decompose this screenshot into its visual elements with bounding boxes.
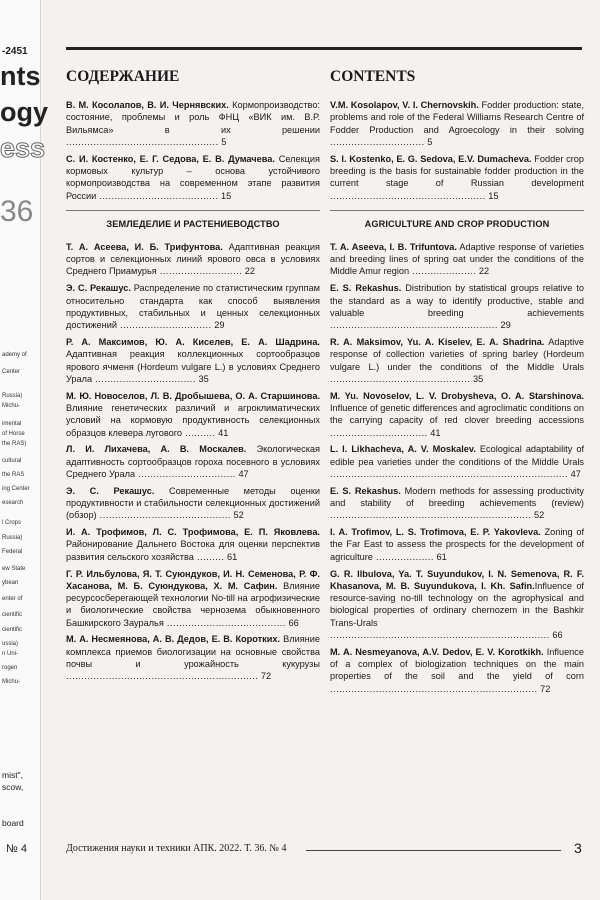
toc-entry-title: Распределение по статистическим группам относительно стандарта как способ выявления продуктивных, стабильных и ценных селекционных достижений xyxy=(66,283,320,331)
toc-entry[interactable] xyxy=(330,241,584,278)
toc-entry-page: 29 xyxy=(214,320,225,331)
strip-title-line: ogy xyxy=(0,97,49,127)
toc-entry-title: Modern methods for assessing productivity and stability of breeding achievements (review) xyxy=(330,485,584,509)
toc-entry-leader: .................................................................... xyxy=(330,683,538,694)
toc-entry-leader: ................................. xyxy=(92,373,196,384)
toc-entry-page: 35 xyxy=(472,373,484,384)
strip-small-line: ing Center xyxy=(2,486,30,492)
toc-entry-page: 52 xyxy=(534,510,545,521)
toc-entry-page: 72 xyxy=(540,683,551,694)
toc-entry[interactable] xyxy=(330,153,584,202)
toc-entry[interactable] xyxy=(330,646,584,695)
toc-entry-leader: .............................................................................. xyxy=(330,468,569,479)
toc-entry-leader: ........................... xyxy=(156,266,243,277)
strip-small-line: ademy of xyxy=(2,352,27,358)
toc-entry-authors: T. A. Aseeva, I. B. Trifuntova. xyxy=(330,241,457,252)
toc-entry[interactable] xyxy=(330,390,584,439)
toc-entry-authors: Т. А. Асеева, И. Б. Трифунтова. xyxy=(66,241,223,252)
toc-entry-page: 5 xyxy=(427,136,433,147)
strip-small-line: l Crops xyxy=(2,520,22,526)
page-number: 3 xyxy=(574,840,582,856)
section-heading-en: AGRICULTURE AND CROP PRODUCTION xyxy=(330,210,584,229)
toc-entry-page: 41 xyxy=(218,427,229,438)
strip-footer-line: board xyxy=(2,818,24,828)
toc-entry[interactable] xyxy=(330,282,584,331)
toc-entry-authors: С. И. Костенко, Е. Г. Седова, Е. В. Думачева. xyxy=(66,153,275,164)
strip-small-line: cientific xyxy=(2,612,23,618)
toc-entry-title: Влияние комплекса приемов биологизации на основные свойства почвы и урожайность кукурузы xyxy=(66,634,320,670)
toc-entry-authors: M. Yu. Novoselov, L. V. Drobysheva, O. A. Starshinova. xyxy=(330,390,584,401)
strip-small-line: rogen xyxy=(2,665,18,671)
toc-entry[interactable] xyxy=(66,282,320,331)
toc-entry[interactable] xyxy=(330,485,584,522)
strip-small-line: the RAS xyxy=(2,472,25,478)
toc-entry-authors: E. S. Rekashus. xyxy=(330,283,402,294)
footer-rule xyxy=(306,850,561,851)
toc-entry-page: 72 xyxy=(260,671,272,682)
toc-entry-leader: .................................................................. xyxy=(330,510,532,521)
strip-small-line: Center xyxy=(2,369,21,375)
toc-entry-page: 22 xyxy=(244,266,256,277)
toc-entry-page: 47 xyxy=(570,468,581,479)
toc-entry[interactable] xyxy=(66,99,320,148)
toc-entry[interactable] xyxy=(66,336,320,385)
toc-entry-page: 61 xyxy=(227,551,238,562)
toc-entry-leader: ....................................... xyxy=(96,190,219,201)
toc-entry-leader: ................................................... xyxy=(330,190,486,201)
toc-entry-leader: ............................... xyxy=(330,136,425,147)
toc-entry-leader: ..................... xyxy=(409,266,477,277)
toc-entry-title: Distribution by statistical groups relative to the standard as a way to identify productive, stable and valuable breeding achievements xyxy=(330,283,584,318)
toc-entry-page: 66 xyxy=(552,629,563,640)
previous-page-strip xyxy=(0,0,49,900)
toc-entry-title: Influence of a complex of biologization techniques on the main properties of the soil and the yield of corn xyxy=(330,646,584,682)
strip-small-line: enter of xyxy=(2,596,23,602)
toc-entry[interactable] xyxy=(330,336,584,385)
toc-top-entries-en xyxy=(330,99,584,202)
strip-small-line: of Horse xyxy=(2,431,25,437)
toc-entry-authors: М. Ю. Новоселов, Л. В. Дробышева, О. А. Старшинова. xyxy=(66,390,320,401)
toc-entry-page: 66 xyxy=(288,617,299,628)
toc-entry-title: Zoning of the Far East to assess the prospects for the development of agriculture xyxy=(330,527,584,562)
toc-entry-title: Современные методы оценки продуктивности и стабильности селекционных достижений (обзор) xyxy=(66,485,320,521)
toc-entry[interactable] xyxy=(330,99,584,148)
toc-entry-title: Adaptive response of varieties and breeding lines of spring oat under the conditions of the Middle Amur region xyxy=(330,241,584,277)
toc-entry[interactable] xyxy=(66,241,320,278)
toc-entry-title: Влияние генетических различий и агроклиматических условий на кормовую продуктивность селекционных образцов клевера лугового xyxy=(66,402,320,438)
toc-entry[interactable] xyxy=(330,568,584,642)
toc-entry-title: Influence of genetic differences and agroclimatic conditions on the carrying capacity of red clover breeding accessions xyxy=(330,402,584,426)
toc-entry-authors: E. S. Rekashus. xyxy=(330,485,401,496)
toc-entry-authors: L. I. Likhacheva, A. V. Moskalev. xyxy=(330,444,476,455)
strip-footer-line: mist", xyxy=(2,770,23,780)
contents-column-ru xyxy=(66,68,320,687)
toc-entry-authors: G. R. Ilbulova, Ya. T. Suyundukov, I. N. Semenova, R. F. Khasanova, M. B. Suyundukova, I. Kh. Safin. xyxy=(330,568,584,591)
contents-heading-ru: СОДЕРЖАНИЕ xyxy=(66,68,180,85)
toc-entry-authors: I. A. Trofimov, L. S. Trofimova, E. P. Yakovleva. xyxy=(330,527,541,538)
strip-small-line: the RAS) xyxy=(2,441,27,447)
toc-entry-leader: .............................. xyxy=(117,320,212,331)
toc-entry-leader: ............................................................... xyxy=(66,671,259,682)
toc-entry-title: Адаптивная реакция сортов и селекционных линий ярового овса в условиях Среднего Приамурья xyxy=(66,241,321,277)
strip-title-line: ess xyxy=(0,133,46,163)
toc-entry-leader: ........................................................................ xyxy=(330,629,550,640)
strip-issue-number: № 4 xyxy=(6,843,27,855)
toc-entry-authors: Э. С. Рекашус. xyxy=(66,485,155,496)
strip-small-line: ybean xyxy=(2,580,19,586)
strip-small-line: ew State xyxy=(2,566,26,572)
toc-entry-title: Adaptive response of collection varieties of spring barley (Hordeum vulgare L.) under the conditions of the Middle Urals xyxy=(330,336,584,372)
strip-small-line: Russia) xyxy=(2,535,23,541)
toc-entry-page: 22 xyxy=(478,266,490,277)
toc-entry-title: Экологическая адаптивность сортообразцов гороха посевного в условиях Среднего Урала xyxy=(66,444,320,479)
toc-entry-authors: И. А. Трофимов, Л. С. Трофимова, Е. П. Яковлева. xyxy=(66,527,320,538)
toc-entry-authors: V.M. Kosolapov, V. I. Chernovskih. xyxy=(330,100,479,110)
toc-entry-title: Адаптивная реакция коллекционных сортообразцов ярового ячменя (Hordeum vulgare L.) в условиях Среднего Урала xyxy=(66,349,320,384)
strip-title-line: nts xyxy=(0,61,41,91)
strip-footer-line: scow, xyxy=(2,782,24,792)
toc-entry-title: Fodder production: state, problems and role of the Federal Williams Research Centre of Fodder Production and Agroecology in their solving xyxy=(330,100,584,135)
strip-small-line: n Uni- xyxy=(2,651,19,657)
strip-title-line: 36 xyxy=(0,195,34,228)
toc-entries-en xyxy=(330,241,584,695)
toc-entry-authors: R. A. Maksimov, Yu. A. Kiselev, E. A. Shadrina. xyxy=(330,336,545,347)
toc-entry-leader: ....................................................... xyxy=(330,320,498,331)
toc-entry[interactable] xyxy=(66,443,320,480)
toc-entry-authors: Г. Р. Ильбулова, Я. Т. Суюндуков, И. Н. Семенова, Р. Ф. Хасанова, М. Б. Суюндукова, Х. М. Сафин. xyxy=(66,568,320,591)
toc-entry-page: 35 xyxy=(198,373,209,384)
issn-fragment: -2451 xyxy=(2,46,28,57)
contents-heading-en: CONTENTS xyxy=(330,68,416,85)
top-rule xyxy=(66,47,582,50)
toc-entry-leader: ....................................... xyxy=(163,617,286,628)
toc-entry-title: Селекция кормовых культур – основа устойчивого кормопроизводства на современном этапе развития России xyxy=(66,153,320,201)
toc-entry-leader: .............................................. xyxy=(330,373,471,384)
toc-entry-leader: ................... xyxy=(372,551,434,562)
toc-entry-authors: Л. И. Лихачева, А. В. Москалев. xyxy=(66,444,247,455)
toc-top-entries-ru xyxy=(66,99,320,202)
section-heading-ru: ЗЕМЛЕДЕЛИЕ И РАСТЕНИЕВОДСТВО xyxy=(66,210,320,229)
toc-entry-title: Fodder crop breeding is the basis for sustainable fodder production in the current stage of Russian development xyxy=(330,153,585,189)
strip-small-line: Russia) xyxy=(2,393,23,399)
toc-entry-page: 61 xyxy=(436,551,447,562)
toc-entry-title: Influence of resource-saving no-till technology on the agrophysical and biological properties of ordinary chernozem in the Bashkir Trans-Urals xyxy=(330,580,584,628)
toc-entry-leader: ................................ xyxy=(135,468,236,479)
toc-entry-leader: ................................ xyxy=(330,427,428,438)
toc-entry-page: 41 xyxy=(430,427,441,438)
toc-entry[interactable] xyxy=(66,153,320,202)
toc-entry-leader: ......... xyxy=(193,551,225,562)
toc-entry-page: 5 xyxy=(221,136,227,147)
toc-entry[interactable] xyxy=(66,568,320,629)
toc-entry-page: 29 xyxy=(500,320,511,331)
strip-small-line: Michu- xyxy=(2,679,21,685)
strip-small-line: esearch xyxy=(2,500,24,506)
toc-entry-page: 15 xyxy=(220,190,232,201)
toc-entry-title: Влияние ресурсосберегающей технологии No-till на агрофизические и биологические свойства чернозема обыкновенного Башкирского Зауралья xyxy=(66,580,321,628)
toc-entry-leader: .......... xyxy=(182,427,216,438)
toc-entry[interactable] xyxy=(66,526,320,563)
toc-entry-leader: .................................................. xyxy=(66,136,219,147)
toc-entry-title: Кормопроизводство: состояние, проблемы и роль ФНЦ «ВИК им. В.Р. Вильямса» в их решении xyxy=(66,100,320,135)
strip-small-line: ussia) xyxy=(2,641,19,647)
toc-entries-ru xyxy=(66,241,320,683)
toc-entry-authors: М. А. Несмеянова, А. В. Дедов, Е. В. Коротких. xyxy=(66,634,281,645)
toc-entry-page: 47 xyxy=(238,468,249,479)
journal-footer: Достижения науки и техники АПК. 2022. Т. 36. № 4 xyxy=(66,843,287,854)
strip-small-line: cientific xyxy=(2,627,23,633)
toc-entry-authors: M. A. Nesmeyanova, A.V. Dedov, E. V. Korotkikh. xyxy=(330,646,544,657)
toc-entry-leader: ........................................... xyxy=(96,510,231,521)
toc-entry[interactable] xyxy=(330,526,584,563)
toc-entry-page: 52 xyxy=(233,510,244,521)
toc-entry[interactable] xyxy=(330,443,584,480)
toc-entry[interactable] xyxy=(66,485,320,522)
toc-entry-authors: S. I. Kostenko, E. G. Sedova, E.V. Dumacheva. xyxy=(330,153,532,164)
toc-entry-page: 15 xyxy=(488,190,499,201)
toc-entry-title: Ecological adaptability of edible pea varieties under the conditions of the Middle Urals xyxy=(330,444,584,467)
contents-column-en xyxy=(330,68,584,699)
strip-small-line: imental xyxy=(2,421,22,427)
toc-entry[interactable] xyxy=(66,390,320,439)
toc-entry-authors: В. М. Косолапов, В. И. Чернявских. xyxy=(66,100,229,110)
strip-small-line: cultural xyxy=(2,458,22,464)
strip-small-line: Michu- xyxy=(2,403,21,409)
strip-small-line: Federal xyxy=(2,549,23,555)
toc-entry[interactable] xyxy=(66,633,320,682)
toc-entry-authors: Р. А. Максимов, Ю. А. Киселев, Е. А. Шадрина. xyxy=(66,336,320,347)
toc-entry-title: Районирование Дальнего Востока для оценки перспектив развития сельского хозяйства xyxy=(66,539,320,562)
toc-entry-authors: Э. С. Рекашус. xyxy=(66,283,131,294)
